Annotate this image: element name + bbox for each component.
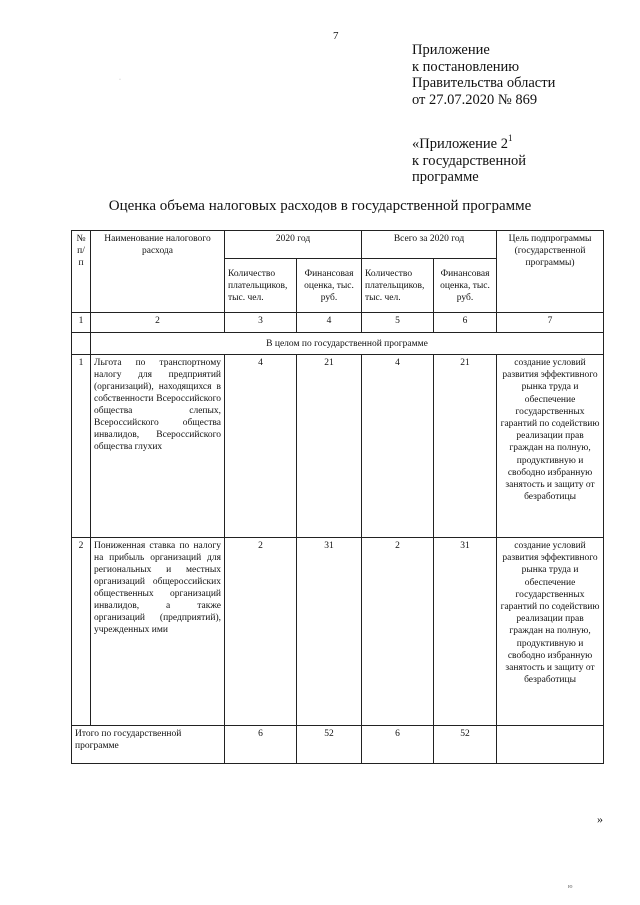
section-title: В целом по государственной программе: [91, 333, 604, 355]
row-num: 1: [72, 355, 91, 538]
appendix-subheader-label: «Приложение 2: [412, 136, 508, 152]
row-count-2020: 2: [225, 538, 297, 726]
appendix-superscript: 1: [507, 133, 513, 143]
row-goal: создание условий развития эффективного рынка труда и обеспечение государственных гарантий по содействию реализации прав граждан на полную, продуктивную и свободно избранную занятость и защиту от безработицы: [497, 355, 604, 538]
tax-expenditure-table: [71, 230, 604, 764]
appendix-header-line: от 27.07.2020 № 869: [412, 91, 538, 108]
total-row: [72, 726, 604, 764]
total-goal-empty: [497, 726, 604, 764]
scan-speck: ·: [119, 77, 121, 83]
appendix-header-line: к постановлению: [412, 58, 520, 75]
column-index: 5: [362, 313, 434, 333]
scan-mark: ю: [568, 884, 573, 890]
header-goal: Цель подпрограммы (государственной программы): [497, 231, 604, 313]
row-fin-2020: 31: [297, 538, 362, 726]
appendix-header: [412, 42, 555, 108]
row-count-total: 2: [362, 538, 434, 726]
total-count-total: 6: [362, 726, 434, 764]
row-count-total: 4: [362, 355, 434, 538]
row-name: Пониженная ставка по налогу на прибыль организаций для региональных и местных организаций общероссийских общественных организаций инвалидов, а также организаций (предприятий), учрежденных ими: [91, 538, 225, 726]
column-index: 7: [497, 313, 604, 333]
row-fin-total: 21: [434, 355, 497, 538]
header-year-2020: 2020 год: [225, 231, 362, 259]
total-fin-total: 52: [434, 726, 497, 764]
header-count-2020: Количество плательщиков, тыс. чел.: [225, 259, 297, 313]
header-num: № п/п: [72, 231, 91, 313]
column-index-row: [72, 313, 604, 333]
header-fin-total: Финансовая оценка, тыс. руб.: [434, 259, 497, 313]
table-header-row: [72, 231, 604, 259]
appendix-subheader-line: программе: [412, 169, 479, 185]
column-index: 3: [225, 313, 297, 333]
total-label: Итого по государственной программе: [72, 726, 225, 764]
row-fin-total: 31: [434, 538, 497, 726]
column-index: 6: [434, 313, 497, 333]
row-name: Льгота по транспортному налогу для предприятий (организаций), находящихся в собственности Всероссийского общества слепых, Всероссийского общества инвалидов, Всероссийского общества глухих: [91, 355, 225, 538]
appendix-header-line: Приложение: [412, 42, 490, 58]
appendix-header-line: Правительства области: [412, 75, 556, 91]
header-fin-2020: Финансовая оценка, тыс. руб.: [297, 259, 362, 313]
row-count-2020: 4: [225, 355, 297, 538]
continuation-mark: »: [597, 812, 603, 826]
column-index: 4: [297, 313, 362, 333]
header-total-2020: Всего за 2020 год: [362, 231, 497, 259]
section-row: [72, 333, 604, 355]
appendix-subheader-line: к государственной: [412, 152, 527, 169]
document-title: Оценка объема налоговых расходов в государственной программе: [108, 198, 532, 214]
table-row: [72, 355, 604, 538]
row-goal: создание условий развития эффективного рынка труда и обеспечение государственных гарантий по содействию реализации прав граждан на полную, продуктивную и свободно избранную занятость и защиту от безработицы: [497, 538, 604, 726]
table-row: [72, 538, 604, 726]
section-spacer: [72, 333, 91, 355]
row-fin-2020: 21: [297, 355, 362, 538]
appendix-subheader: [412, 130, 526, 186]
appendix-subheader-line: [412, 130, 526, 153]
column-index: 1: [72, 313, 91, 333]
column-index: 2: [91, 313, 225, 333]
total-count-2020: 6: [225, 726, 297, 764]
row-num: 2: [72, 538, 91, 726]
header-count-total: Количество плательщиков, тыс. чел.: [362, 259, 434, 313]
page-number: 7: [333, 30, 339, 42]
header-name: Наименование налогового расхода: [91, 231, 225, 313]
total-fin-2020: 52: [297, 726, 362, 764]
